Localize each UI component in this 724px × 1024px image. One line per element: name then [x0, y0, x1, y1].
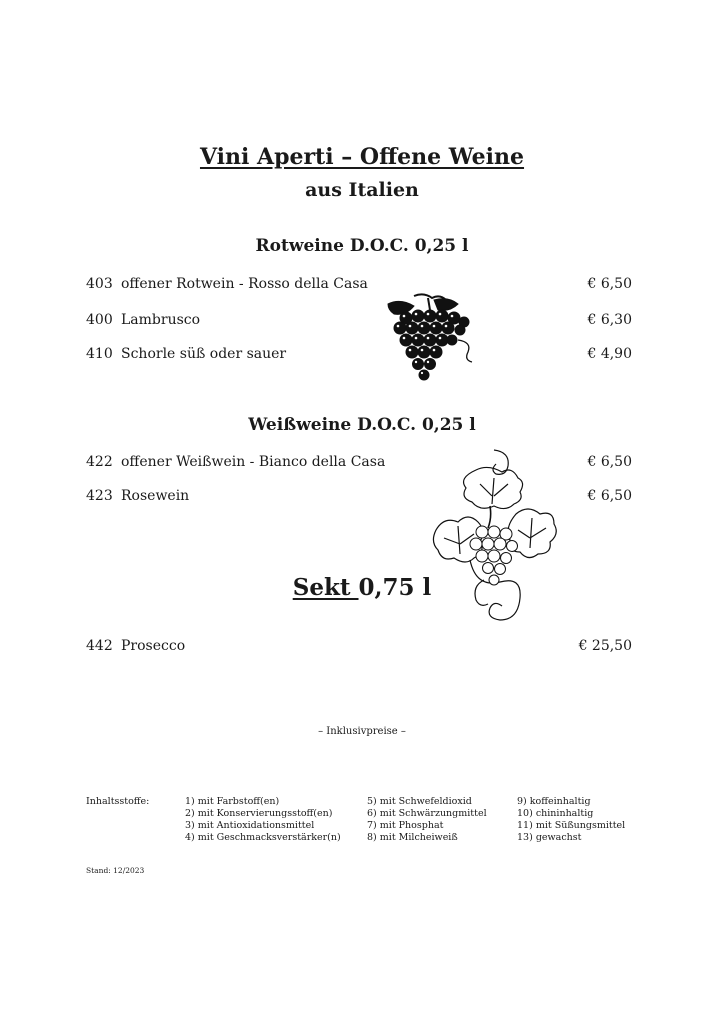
- legend-item: 11) mit Süßungsmittel: [517, 820, 626, 831]
- page-subtitle: aus Italien: [305, 179, 419, 201]
- section-heading-rotweine: Rotweine D.O.C. 0,25 l: [255, 236, 469, 256]
- page-title: Vini Aperti – Offene Weine: [199, 144, 525, 170]
- item-number: 422: [86, 454, 113, 470]
- legend-item: 5) mit Schwefeldioxid: [367, 796, 472, 807]
- ingredients-label: Inhaltsstoffe:: [86, 796, 150, 807]
- item-number: 410: [86, 346, 113, 362]
- price-note: – Inklusivpreise –: [318, 726, 406, 737]
- grape-bunch-icon: [384, 290, 478, 384]
- item-price: € 6,30: [587, 312, 632, 328]
- menu-item: [86, 636, 632, 656]
- item-name: offener Rotwein - Rosso della Casa: [121, 276, 368, 292]
- item-price: € 6,50: [587, 454, 632, 470]
- legend-item: 3) mit Antioxidationsmittel: [185, 820, 315, 831]
- item-name: Prosecco: [121, 638, 186, 654]
- item-name: Lambrusco: [121, 312, 201, 328]
- item-number: 423: [86, 488, 113, 504]
- item-name: Schorle süß oder sauer: [121, 346, 287, 362]
- section-heading-sekt: Sekt 0,75 l: [292, 574, 432, 601]
- menu-item: [86, 274, 632, 294]
- menu-item: [86, 310, 632, 330]
- item-price: € 25,50: [578, 638, 632, 654]
- legend-item: 10) chininhaltig: [517, 808, 594, 819]
- legend-item: 4) mit Geschmacksverstärker(n): [185, 832, 341, 843]
- legend-item: 6) mit Schwärzungmittel: [367, 808, 487, 819]
- item-number: 400: [86, 312, 113, 328]
- menu-item: [86, 344, 632, 364]
- item-number: 442: [86, 638, 113, 654]
- item-price: € 6,50: [587, 488, 632, 504]
- section-heading-weissweine: Weißweine D.O.C. 0,25 l: [248, 415, 476, 435]
- item-name: Rosewein: [121, 488, 190, 504]
- ingredients-col-1: [185, 796, 341, 844]
- item-name: offener Weißwein - Bianco della Casa: [121, 454, 386, 470]
- grape-vine-icon: [430, 448, 560, 632]
- legend-item: 9) koffeinhaltig: [517, 796, 591, 807]
- item-number: 403: [86, 276, 113, 292]
- stand-date: Stand: 12/2023: [86, 866, 145, 875]
- item-price: € 6,50: [587, 276, 632, 292]
- legend-item: 13) gewachst: [517, 832, 582, 843]
- legend-item: 8) mit Milcheiweiß: [367, 832, 458, 843]
- legend-item: 7) mit Phosphat: [367, 820, 444, 831]
- ingredients-col-3: [517, 796, 625, 844]
- legend-item: 1) mit Farbstoff(en): [185, 796, 280, 807]
- legend-item: 2) mit Konservierungsstoff(en): [185, 808, 333, 819]
- ingredients-col-2: [367, 796, 487, 844]
- item-price: € 4,90: [587, 346, 632, 362]
